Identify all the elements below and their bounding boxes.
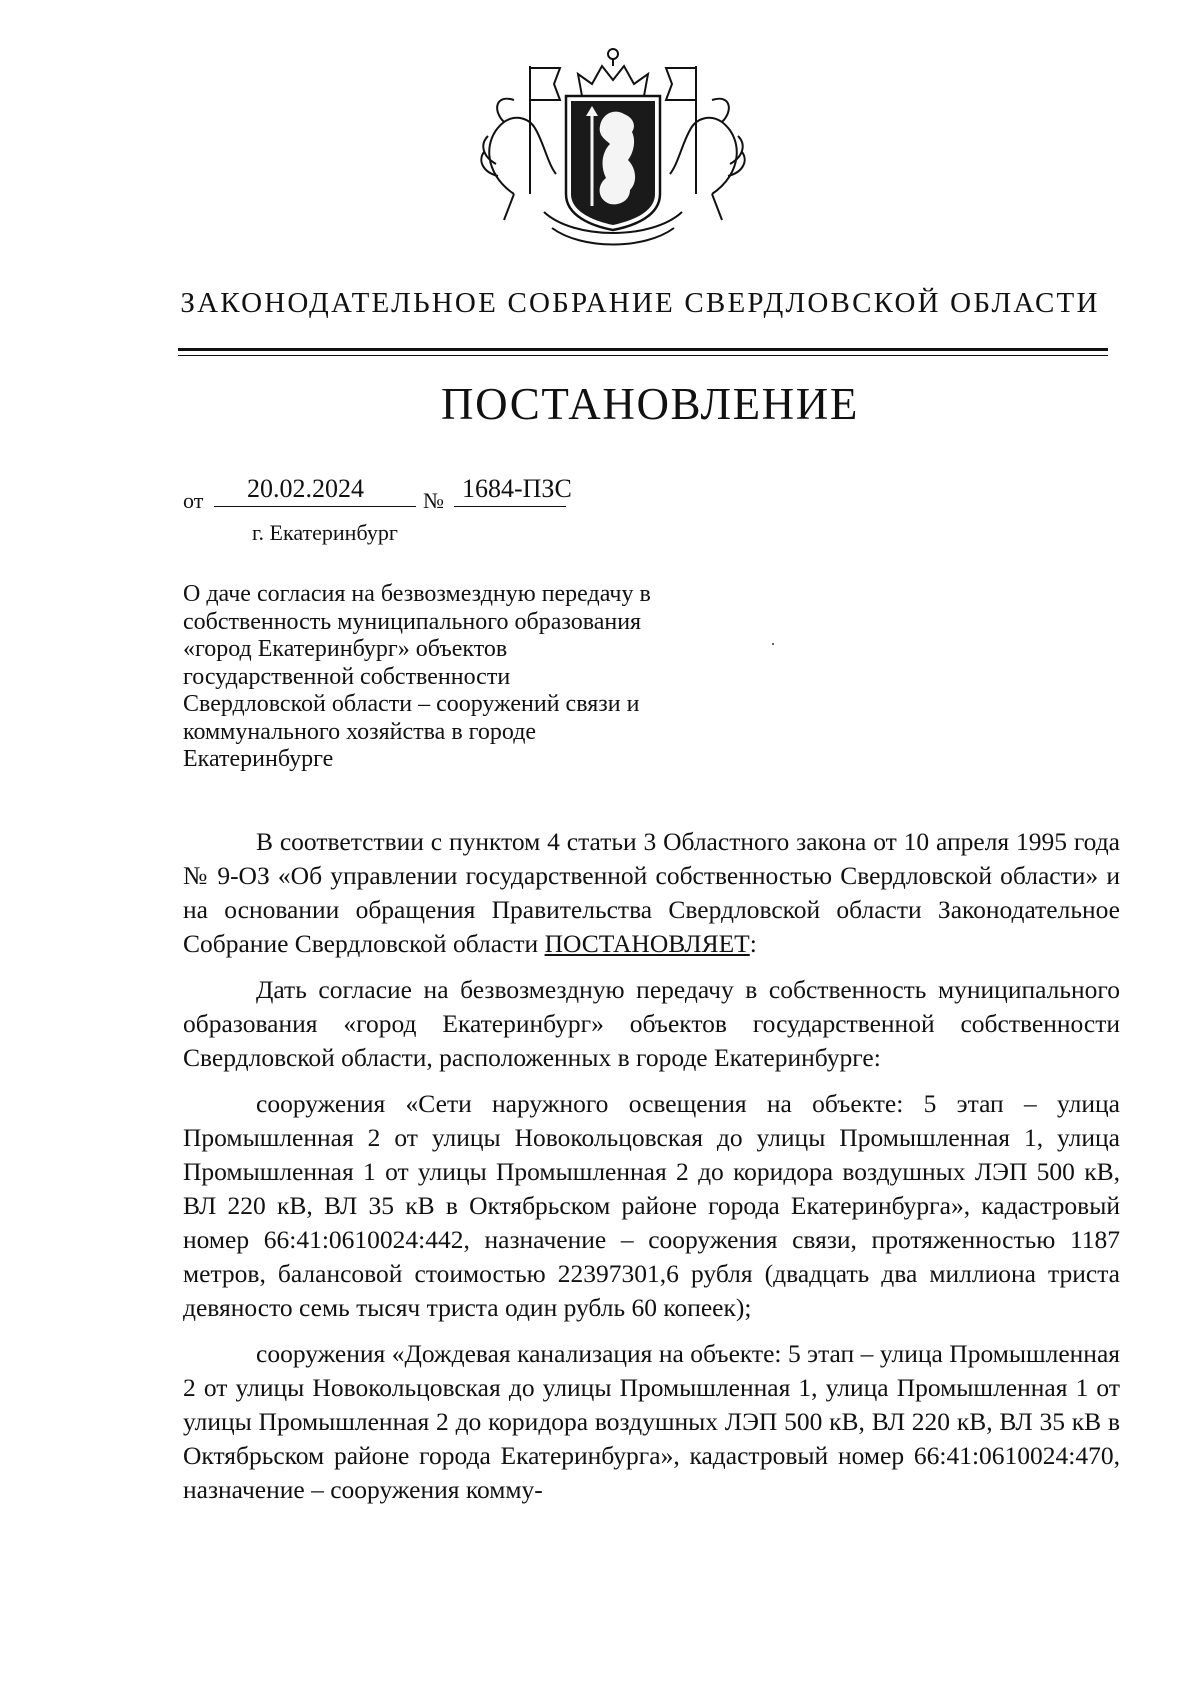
document-date: 20.02.2024 xyxy=(247,474,364,503)
document-subject: О даче согласия на безвозмездную передачу в собственность муниципального образования «город Екатеринбург» объектов государственной собственности Свердловской области – сооружений связи и коммунального хозяйства в городе Екатеринбурге xyxy=(183,581,651,772)
item-lighting-paragraph: сооружения «Сети наружного освещения на объекте: 5 этап – улица Промышленная 2 от улицы Новокольцовская до улицы Промышленная 1, улица Промышленная 1 от улицы Промышленная 2 до коридора воздушных ЛЭП 500 кВ, ВЛ 220 кВ, ВЛ 35 кВ в Октябрьском районе города Екатеринбурга», кадастровый номер 66:41:0610024:442, назначение – сооружения связи, протяженностью 1187 метров, балансовой стоимостью 22397301,6 рубля (двадцать два миллиона триста девяносто семь тысяч триста один рубль 60 копеек); xyxy=(183,1089,1120,1322)
header-rule-thick xyxy=(178,348,1108,351)
preamble-text: В соответствии с пунктом 4 статьи 3 Областного закона от 10 апреля 1995 года № 9-ОЗ «Об управлении государственной собственностью Свердловской области» и на основании обращения Правительства Свердловской области Законодательное Собрание Свердловской области xyxy=(183,827,1120,958)
date-prefix: от xyxy=(183,488,204,513)
consent-paragraph: Дать согласие на безвозмездную передачу в собственность муниципального образования «город Екатеринбург» объектов государственной собственности Свердловской области, расположенных в городе Екатеринбурге: xyxy=(183,975,1120,1072)
city-line: г. Екатеринбург xyxy=(252,520,398,545)
document-type-title: ПОСТАНОВЛЕНИЕ xyxy=(441,379,859,429)
coat-of-arms-emblem xyxy=(474,44,752,256)
number-underline xyxy=(454,506,566,507)
header-rule-thin xyxy=(178,355,1108,356)
document-number: 1684-ПЗС xyxy=(462,474,572,503)
scan-speck xyxy=(772,643,774,645)
date-underline xyxy=(214,506,416,507)
organization-name: ЗАКОНОДАТЕЛЬНОЕ СОБРАНИЕ СВЕРДЛОВСКОЙ ОБЛАСТИ xyxy=(180,287,1100,319)
document-body xyxy=(183,825,1120,1519)
decree-word: ПОСТАНОВЛЯЕТ xyxy=(544,929,750,958)
preamble-paragraph xyxy=(183,825,1120,961)
number-prefix: № xyxy=(423,488,444,513)
decree-colon: : xyxy=(749,929,757,958)
item-sewer-paragraph: сооружения «Дождевая канализация на объекте: 5 этап – улица Промышленная 2 от улицы Новокольцовская до улицы Промышленная 1, улица Промышленная 1 от улицы Промышленная 2 до коридора воздушных ЛЭП 500 кВ, ВЛ 220 кВ, ВЛ 35 кВ в Октябрьском районе города Екатеринбурга», кадастровый номер 66:41:0610024:470, назначение – сооружения комму- xyxy=(183,1339,1120,1504)
